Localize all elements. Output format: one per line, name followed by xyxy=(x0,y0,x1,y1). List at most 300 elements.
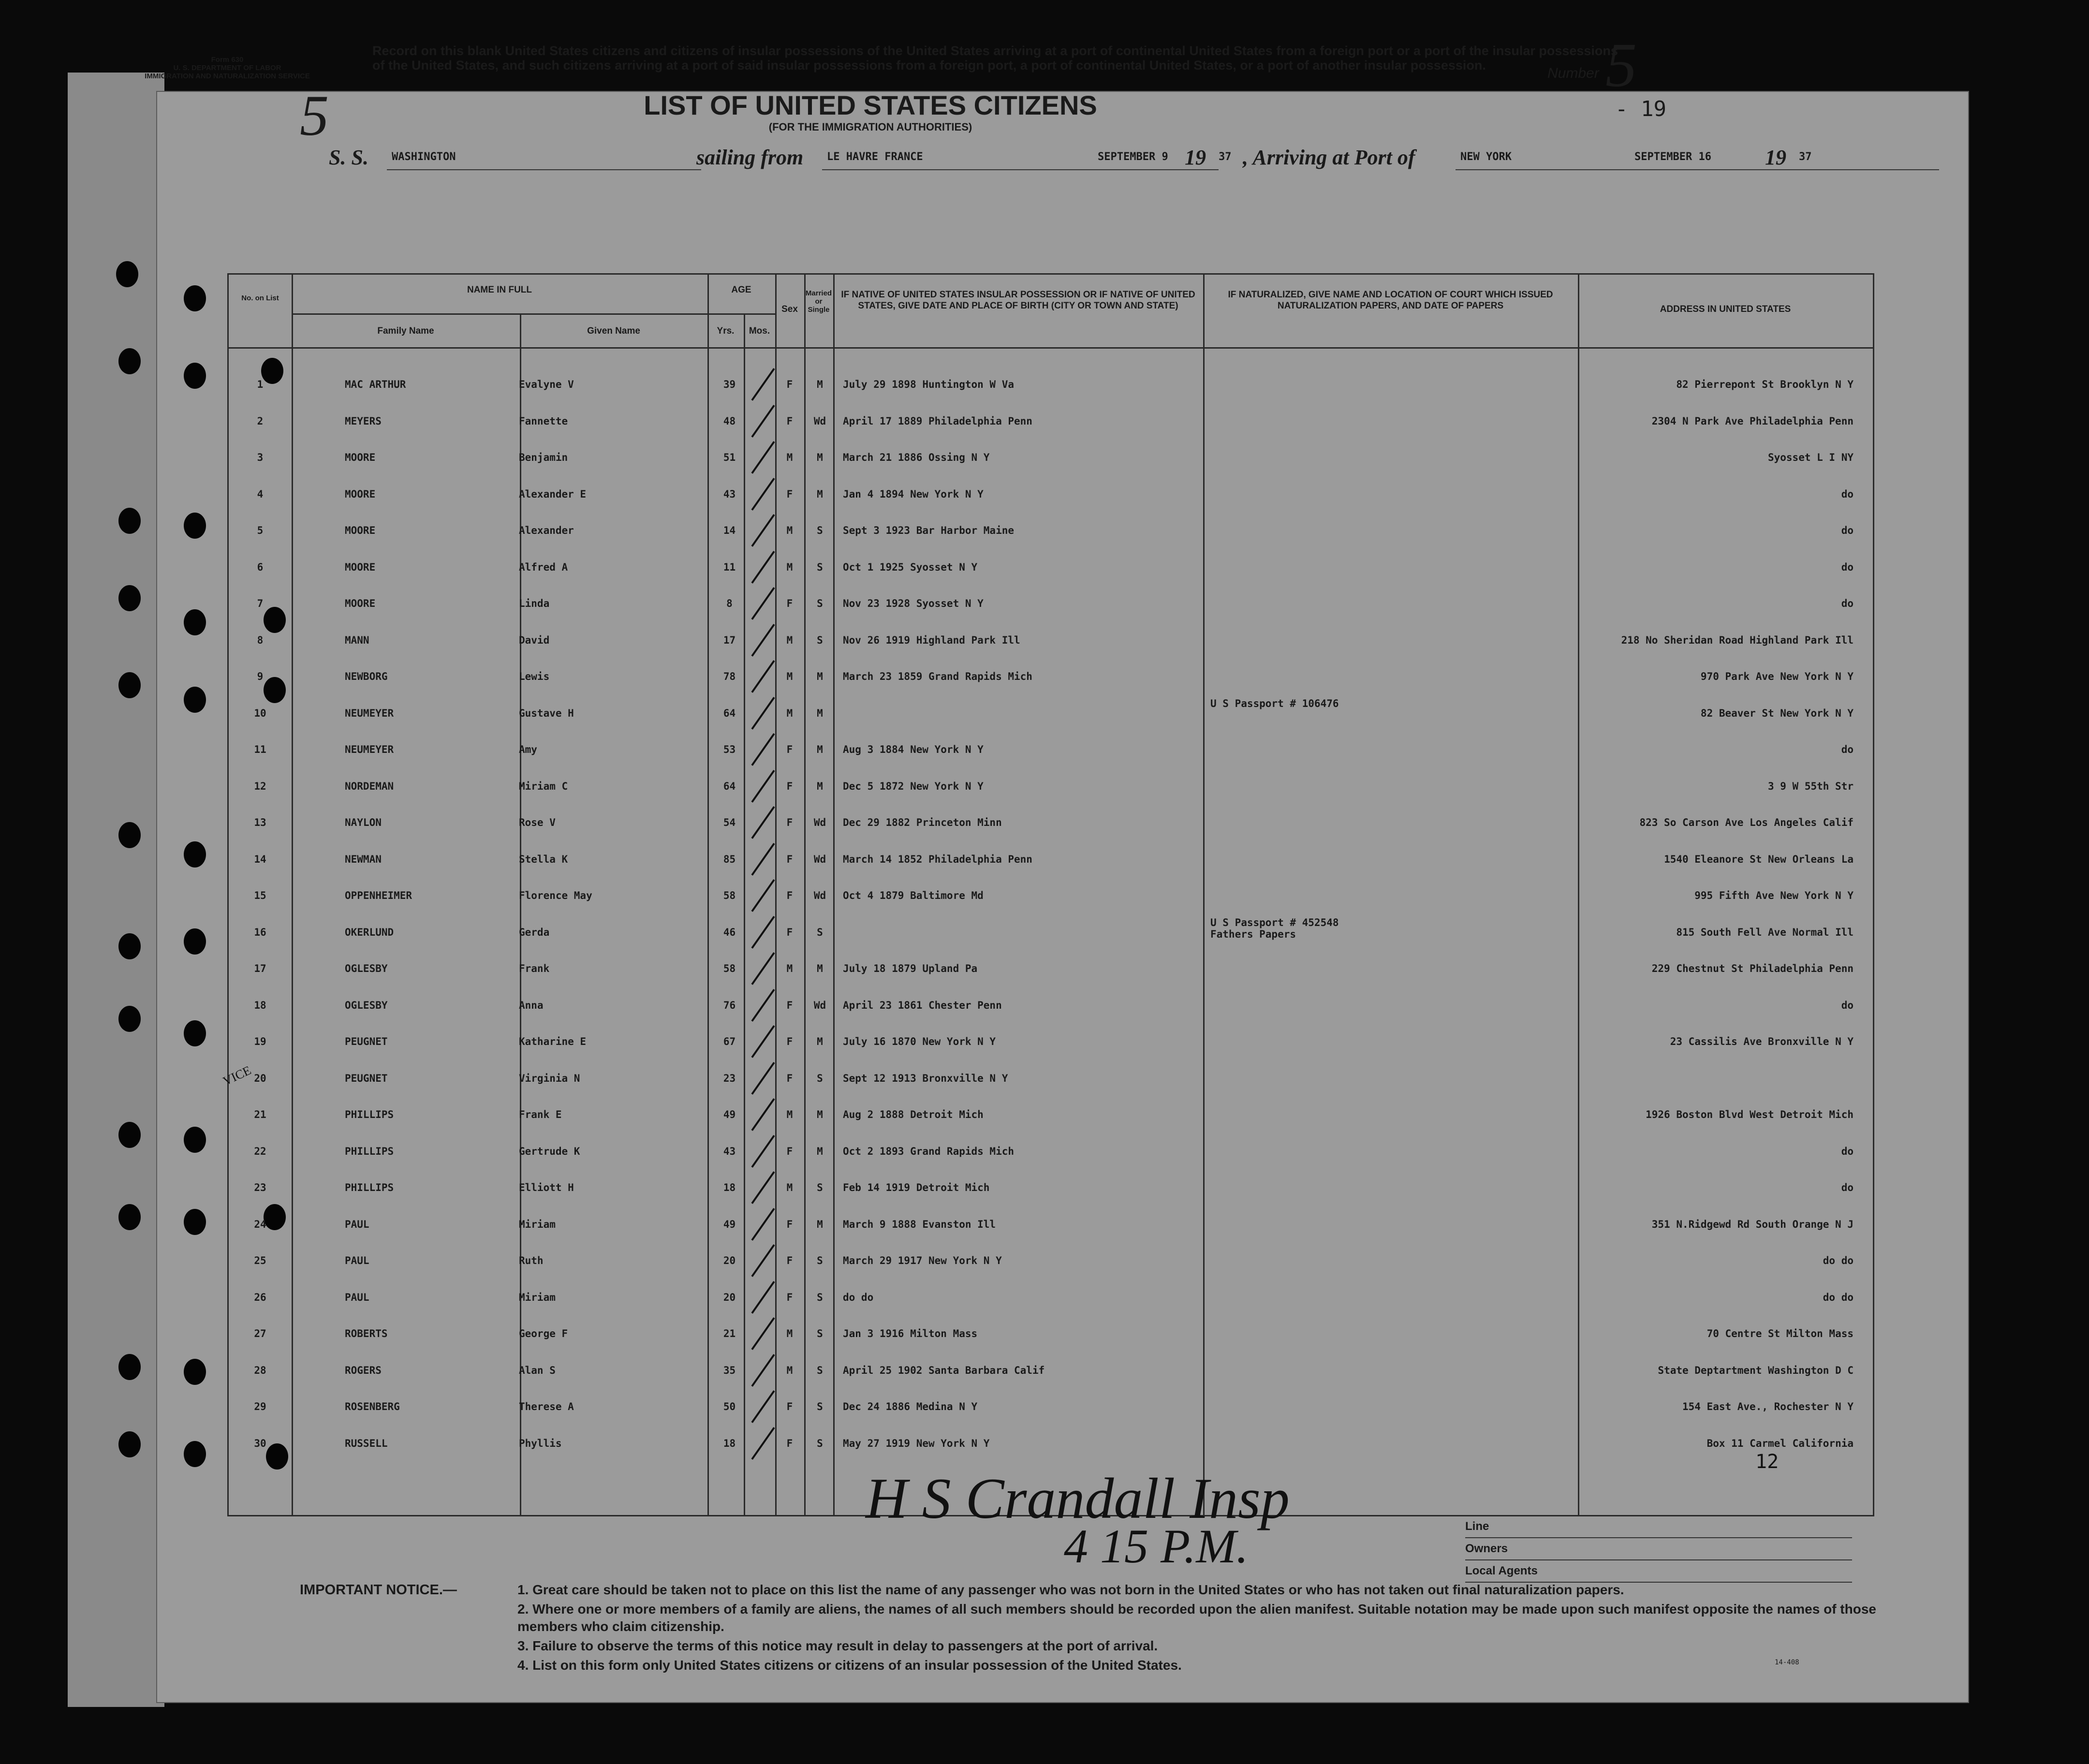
marital-status: M xyxy=(817,452,823,463)
sex: F xyxy=(786,1291,793,1303)
age-years: 51 xyxy=(723,452,736,463)
given-name: Miriam xyxy=(519,1291,556,1303)
age-years: 49 xyxy=(723,1109,736,1120)
marital-status: M xyxy=(817,707,823,719)
table-row xyxy=(229,1401,1873,1435)
given-name: Rose V xyxy=(519,817,556,828)
arrive-date: SEPTEMBER 16 xyxy=(1634,151,1711,163)
family-name: ROBERTS xyxy=(345,1328,388,1339)
us-address: do xyxy=(1841,525,1854,536)
row-number: 22 xyxy=(254,1145,266,1157)
family-name: ROGERS xyxy=(345,1364,382,1376)
age-years: 8 xyxy=(726,598,733,609)
birth-info: April 17 1889 Philadelphia Penn xyxy=(843,415,1032,427)
table-row xyxy=(229,415,1873,449)
given-name: Florence May xyxy=(519,890,592,901)
sex: M xyxy=(786,452,793,463)
us-address: 154 East Ave., Rochester N Y xyxy=(1682,1401,1854,1412)
table-row xyxy=(229,379,1873,412)
us-address: do xyxy=(1841,488,1854,500)
birth-info: Feb 14 1919 Detroit Mich xyxy=(843,1182,990,1193)
row-number: 23 xyxy=(254,1182,266,1193)
marital-status: Wd xyxy=(813,817,826,828)
age-years: 58 xyxy=(723,890,736,901)
birth-info: July 16 1870 New York N Y xyxy=(843,1036,996,1047)
header-given-name: Given Name xyxy=(587,326,640,336)
given-name: Alan S xyxy=(519,1364,556,1376)
family-name: NEUMEYER xyxy=(345,744,394,755)
marital-status: M xyxy=(817,744,823,755)
given-name: Alfred A xyxy=(519,561,568,573)
birth-info: March 21 1886 Ossing N Y xyxy=(843,452,990,463)
header-yrs: Yrs. xyxy=(717,326,735,336)
marital-status: M xyxy=(817,1145,823,1157)
row-number: 8 xyxy=(257,634,264,646)
given-name: Anna xyxy=(519,999,544,1011)
row-number: 18 xyxy=(254,999,266,1011)
age-years: 85 xyxy=(723,853,736,865)
sex: F xyxy=(786,1255,793,1266)
form-code: 14-408 xyxy=(1775,1659,1799,1666)
us-address: 2304 N Park Ave Philadelphia Penn xyxy=(1651,415,1854,427)
family-name: PEUGNET xyxy=(345,1036,388,1047)
marital-status: S xyxy=(817,1437,823,1449)
marital-status: S xyxy=(817,1291,823,1303)
marital-status: M xyxy=(817,780,823,792)
marital-status: Wd xyxy=(813,999,826,1011)
row-number: 16 xyxy=(254,926,266,938)
sex: F xyxy=(786,1036,793,1047)
birth-info: Dec 5 1872 New York N Y xyxy=(843,780,984,792)
margin-stamp: VICE xyxy=(221,1063,253,1088)
check-mark xyxy=(751,368,775,401)
table-row xyxy=(229,890,1873,924)
given-name: Fannette xyxy=(519,415,568,427)
birth-info: Aug 2 1888 Detroit Mich xyxy=(843,1109,984,1120)
marital-status: Wd xyxy=(813,415,826,427)
table-row xyxy=(229,1036,1873,1070)
agent-owners: Owners xyxy=(1465,1538,1852,1560)
us-address: State Deptartment Washington D C xyxy=(1658,1364,1854,1376)
age-years: 64 xyxy=(723,780,736,792)
family-name: MAC ARTHUR xyxy=(345,379,406,390)
ss-label: S. S. xyxy=(329,146,368,169)
row-number: 29 xyxy=(254,1401,266,1412)
family-name: PHILLIPS xyxy=(345,1145,394,1157)
notice-item: 2. Where one or more members of a family are aliens, the names of all such members should be recorded upon the alien manifest. Suitable notation may be made upon such manifest opposite the names of those members who claim citizenship. xyxy=(517,1602,1876,1634)
header-family-name: Family Name xyxy=(377,326,434,336)
marital-status: M xyxy=(817,963,823,974)
birth-info: do do xyxy=(843,1291,874,1303)
given-name: Virginia N xyxy=(519,1072,580,1084)
given-name: Gertrude K xyxy=(519,1145,580,1157)
family-name: MOORE xyxy=(345,525,376,536)
age-years: 64 xyxy=(723,707,736,719)
marital-status: S xyxy=(817,598,823,609)
us-address: 815 South Fell Ave Normal Ill xyxy=(1676,926,1854,938)
family-name: RUSSELL xyxy=(345,1437,388,1449)
page-title: LIST OF UNITED STATES CITIZENS xyxy=(644,90,1097,120)
family-name: NORDEMAN xyxy=(345,780,394,792)
given-name: Benjamin xyxy=(519,452,568,463)
marital-status: M xyxy=(817,1109,823,1120)
header-address: ADDRESS IN UNITED STATES xyxy=(1660,304,1791,314)
row-number: 28 xyxy=(254,1364,266,1376)
given-name: David xyxy=(519,634,550,646)
us-address: Syosset L I NY xyxy=(1767,452,1854,463)
table-row xyxy=(229,1328,1873,1362)
form-id-block xyxy=(126,56,329,80)
handwritten-mark: 5 xyxy=(300,83,329,147)
birth-info: Dec 24 1886 Medina N Y xyxy=(843,1401,978,1412)
birth-info: Nov 23 1928 Syosset N Y xyxy=(843,598,984,609)
table-row xyxy=(229,1146,1873,1179)
header-birth: IF NATIVE OF UNITED STATES INSULAR POSSESSION OR IF NATIVE OF UNITED STATES, GIVE DATE AND PLACE OF BIRTH (CITY OR TOWN AND STATE) xyxy=(841,290,1195,311)
table-row xyxy=(229,561,1873,595)
us-address: 82 Beaver St New York N Y xyxy=(1700,707,1854,719)
family-name: OKERLUND xyxy=(345,926,394,938)
sex: F xyxy=(786,780,793,792)
birth-info: Jan 3 1916 Milton Mass xyxy=(843,1328,978,1339)
table-row xyxy=(229,916,1873,960)
age-years: 67 xyxy=(723,1036,736,1047)
age-years: 17 xyxy=(723,634,736,646)
row-number: 30 xyxy=(254,1437,266,1449)
family-name: MOORE xyxy=(345,561,376,573)
table-row xyxy=(229,1000,1873,1033)
given-name: Alexander E xyxy=(519,488,587,500)
table-row xyxy=(229,488,1873,522)
notice-label: IMPORTANT NOTICE.— xyxy=(300,1582,457,1598)
age-years: 53 xyxy=(723,744,736,755)
sex: F xyxy=(786,598,793,609)
table-row xyxy=(229,634,1873,668)
age-years: 23 xyxy=(723,1072,736,1084)
marital-status: M xyxy=(817,379,823,390)
row-number: 17 xyxy=(254,963,266,974)
family-name: NEUMEYER xyxy=(345,707,394,719)
family-name: NEWBORG xyxy=(345,671,388,682)
sex: F xyxy=(786,1072,793,1084)
family-name: PAUL xyxy=(345,1291,369,1303)
row-number: 7 xyxy=(257,598,264,609)
birth-info: Oct 2 1893 Grand Rapids Mich xyxy=(843,1145,1015,1157)
age-years: 48 xyxy=(723,415,736,427)
sex: F xyxy=(786,1401,793,1412)
given-name: Katharine E xyxy=(519,1036,587,1047)
sex: M xyxy=(786,634,793,646)
birth-info: April 25 1902 Santa Barbara Calif xyxy=(843,1364,1045,1376)
inspector-signature: H S Crandall Insp xyxy=(866,1466,1290,1530)
us-address: do do xyxy=(1823,1291,1854,1303)
age-years: 43 xyxy=(723,1145,736,1157)
table-row xyxy=(229,817,1873,851)
sex: F xyxy=(786,926,793,938)
header-no-on-list: No. on List xyxy=(241,294,279,302)
sex: F xyxy=(786,1145,793,1157)
inspection-time: 4 15 P.M. xyxy=(1064,1519,1249,1573)
sex: M xyxy=(786,1182,793,1193)
family-name: PHILLIPS xyxy=(345,1182,394,1193)
table-row xyxy=(229,1073,1873,1106)
us-address: do xyxy=(1841,561,1854,573)
us-address: 70 Centre St Milton Mass xyxy=(1707,1328,1854,1339)
family-name: PAUL xyxy=(345,1218,369,1230)
birth-info: Nov 26 1919 Highland Park Ill xyxy=(843,634,1020,646)
row-number: 21 xyxy=(254,1109,266,1120)
agents-block xyxy=(1465,1516,1852,1583)
given-name: Ruth xyxy=(519,1255,544,1266)
voyage-line xyxy=(179,145,1847,174)
table-row xyxy=(229,1219,1873,1252)
header-naturalized: IF NATURALIZED, GIVE NAME AND LOCATION OF COURT WHICH ISSUED NATURALIZATION PAPERS, AND DATE OF PAPERS xyxy=(1228,290,1553,311)
sailing-label: sailing from xyxy=(696,146,804,169)
marital-status: S xyxy=(817,1401,823,1412)
birth-info: Sept 12 1913 Bronxville N Y xyxy=(843,1072,1008,1084)
birth-info: March 14 1852 Philadelphia Penn xyxy=(843,853,1032,865)
sex: F xyxy=(786,1218,793,1230)
agent-line: Line xyxy=(1465,1516,1852,1538)
given-name: Amy xyxy=(519,744,537,755)
table-row xyxy=(229,598,1873,632)
marital-status: M xyxy=(817,1218,823,1230)
table-row xyxy=(229,671,1873,705)
family-name: OPPENHEIMER xyxy=(345,890,412,901)
birth-info: March 23 1859 Grand Rapids Mich xyxy=(843,671,1032,682)
ship-name: WASHINGTON xyxy=(392,151,456,163)
family-name: MOORE xyxy=(345,598,376,609)
marital-status: S xyxy=(817,1182,823,1193)
given-name: Phyllis xyxy=(519,1437,562,1449)
birth-info: Aug 3 1884 New York N Y xyxy=(843,744,984,755)
notice-item: 1. Great care should be taken not to place on this list the name of any passenger who was not born in the United States or who has not taken out final naturalization papers. xyxy=(517,1582,1624,1597)
arriving-label: , Arriving at Port of xyxy=(1243,146,1415,169)
marital-status: Wd xyxy=(813,853,826,865)
passenger-table xyxy=(227,273,1874,1516)
row-number: 1 xyxy=(257,379,264,390)
agent-local: Local Agents xyxy=(1465,1560,1852,1583)
family-name: NEWMAN xyxy=(345,853,382,865)
us-address: do do xyxy=(1823,1255,1854,1266)
page-subtitle: (FOR THE IMMIGRATION AUTHORITIES) xyxy=(768,121,972,133)
given-name: George F xyxy=(519,1328,568,1339)
us-address: 229 Chestnut St Philadelphia Penn xyxy=(1651,963,1854,974)
us-address: do xyxy=(1841,598,1854,609)
given-name: Stella K xyxy=(519,853,568,865)
row-number: 6 xyxy=(257,561,264,573)
sex: M xyxy=(786,1364,793,1376)
sex: F xyxy=(786,415,793,427)
table-row xyxy=(229,1255,1873,1289)
marital-status: S xyxy=(817,1364,823,1376)
birth-info: Oct 4 1879 Baltimore Md xyxy=(843,890,984,901)
given-name: Therese A xyxy=(519,1401,574,1412)
row-number: 10 xyxy=(254,707,266,719)
naturalization-info: U S Passport # 452548 Fathers Papers xyxy=(1210,916,1339,940)
family-name: ROSENBERG xyxy=(345,1401,400,1412)
table-row xyxy=(229,1292,1873,1325)
row-number: 14 xyxy=(254,853,266,865)
given-name: Frank xyxy=(519,963,550,974)
us-address: do xyxy=(1841,744,1854,755)
left-binding-strip xyxy=(68,73,164,1707)
sex: M xyxy=(786,671,793,682)
header-married: Married or Single xyxy=(805,289,832,314)
marital-status: S xyxy=(817,525,823,536)
sex: F xyxy=(786,379,793,390)
birth-info: May 27 1919 New York N Y xyxy=(843,1437,990,1449)
age-years: 46 xyxy=(723,926,736,938)
row-number: 25 xyxy=(254,1255,266,1266)
birth-info: Oct 1 1925 Syosset N Y xyxy=(843,561,978,573)
header-mos: Mos. xyxy=(749,326,770,336)
us-address: do xyxy=(1841,999,1854,1011)
row-number: 19 xyxy=(254,1036,266,1047)
depart-year: 37 xyxy=(1219,151,1232,163)
table-row xyxy=(229,452,1873,485)
page-count-mark: 12 xyxy=(1755,1451,1779,1473)
from-port: LE HAVRE FRANCE xyxy=(827,151,923,163)
notice-item: 3. Failure to observe the terms of this notice may result in delay to passengers at the port of arrival. xyxy=(517,1638,1158,1653)
sex: M xyxy=(786,963,793,974)
marital-status: Wd xyxy=(813,890,826,901)
sex: F xyxy=(786,817,793,828)
us-address: 1540 Eleanore St New Orleans La xyxy=(1664,853,1854,865)
age-years: 54 xyxy=(723,817,736,828)
given-name: Elliott H xyxy=(519,1182,574,1193)
age-years: 39 xyxy=(723,379,736,390)
birth-info: July 29 1898 Huntington W Va xyxy=(843,379,1015,390)
marital-status: S xyxy=(817,1072,823,1084)
us-address: 823 So Carson Ave Los Angeles Calif xyxy=(1639,817,1854,828)
birth-info: March 9 1888 Evanston Ill xyxy=(843,1218,996,1230)
family-name: OGLESBY xyxy=(345,963,388,974)
us-address: do xyxy=(1841,1182,1854,1193)
age-years: 20 xyxy=(723,1291,736,1303)
header-age: AGE xyxy=(731,285,751,295)
row-number: 27 xyxy=(254,1328,266,1339)
us-address: 970 Park Ave New York N Y xyxy=(1700,671,1854,682)
naturalization-info: U S Passport # 106476 xyxy=(1210,697,1339,709)
marital-status: M xyxy=(817,671,823,682)
birth-info: July 18 1879 Upland Pa xyxy=(843,963,978,974)
family-name: NAYLON xyxy=(345,817,382,828)
us-address: 218 No Sheridan Road Highland Park Ill xyxy=(1621,634,1854,646)
header-name-in-full: NAME IN FULL xyxy=(467,285,532,295)
age-years: 18 xyxy=(723,1182,736,1193)
given-name: Linda xyxy=(519,598,550,609)
family-name: MOORE xyxy=(345,452,376,463)
us-address: Box 11 Carmel California xyxy=(1707,1437,1854,1449)
marital-status: S xyxy=(817,561,823,573)
sex: M xyxy=(786,1328,793,1339)
us-address: 995 Fifth Ave New York N Y xyxy=(1694,890,1854,901)
us-address: 3 9 W 55th Str xyxy=(1767,780,1854,792)
us-address: 82 Pierrepont St Brooklyn N Y xyxy=(1676,379,1854,390)
age-years: 20 xyxy=(723,1255,736,1266)
number-label: Number xyxy=(1547,65,1599,81)
birth-info: April 23 1861 Chester Penn xyxy=(843,999,1002,1011)
family-name: PAUL xyxy=(345,1255,369,1266)
sex: F xyxy=(786,488,793,500)
us-address: do xyxy=(1841,1145,1854,1157)
service-name: IMMIGRATION AND NATURALIZATION SERVICE xyxy=(145,72,310,80)
arrive-year-prefix: 19 xyxy=(1765,146,1786,169)
age-years: 18 xyxy=(723,1437,736,1449)
form-number: Form 630 xyxy=(211,56,244,64)
us-address: 1926 Boston Blvd West Detroit Mich xyxy=(1646,1109,1854,1120)
given-name: Frank E xyxy=(519,1109,562,1120)
given-name: Lewis xyxy=(519,671,550,682)
table-row xyxy=(229,525,1873,559)
age-years: 35 xyxy=(723,1364,736,1376)
sex: M xyxy=(786,525,793,536)
sex: F xyxy=(786,744,793,755)
age-years: 43 xyxy=(723,488,736,500)
table-row xyxy=(229,1109,1873,1143)
age-years: 76 xyxy=(723,999,736,1011)
record-instructions: Record on this blank United States citizens and citizens of insular possessions of the United States arriving at a port of continental United States from a foreign port or a port of the insular possessions of the United States, and such citizens arriving at a port of said insular possessions from a foreign port, a port of continental United States, or a port of another insular possession. xyxy=(372,44,1618,73)
table-row xyxy=(229,1365,1873,1398)
table-row xyxy=(229,853,1873,887)
given-name: Miriam xyxy=(519,1218,556,1230)
age-years: 78 xyxy=(723,671,736,682)
marital-status: M xyxy=(817,488,823,500)
birth-info: Sept 3 1923 Bar Harbor Maine xyxy=(843,525,1015,536)
family-name: MANN xyxy=(345,634,369,646)
marital-status: S xyxy=(817,634,823,646)
sex: F xyxy=(786,890,793,901)
family-name: MOORE xyxy=(345,488,376,500)
row-number: 26 xyxy=(254,1291,266,1303)
birth-info: Dec 29 1882 Princeton Minn xyxy=(843,817,1002,828)
row-number: 9 xyxy=(257,671,264,682)
sex: F xyxy=(786,853,793,865)
age-years: 50 xyxy=(723,1401,736,1412)
age-years: 58 xyxy=(723,963,736,974)
table-row xyxy=(229,1182,1873,1216)
given-name: Alexander xyxy=(519,525,574,536)
row-number: 12 xyxy=(254,780,266,792)
age-years: 14 xyxy=(723,525,736,536)
marital-status: M xyxy=(817,1036,823,1047)
age-years: 21 xyxy=(723,1328,736,1339)
notice-item: 4. List on this form only United States citizens or citizens of an insular possession of the United States. xyxy=(517,1658,1182,1673)
table-row xyxy=(229,697,1873,741)
given-name: Miriam C xyxy=(519,780,568,792)
table-row xyxy=(229,780,1873,814)
birth-info: March 29 1917 New York N Y xyxy=(843,1255,1002,1266)
row-number: 20 xyxy=(254,1072,266,1084)
depart-year-prefix: 19 xyxy=(1185,146,1206,169)
birth-info: Jan 4 1894 New York N Y xyxy=(843,488,984,500)
family-name: PHILLIPS xyxy=(345,1109,394,1120)
sex: M xyxy=(786,1109,793,1120)
row-number: 2 xyxy=(257,415,264,427)
family-name: PEUGNET xyxy=(345,1072,388,1084)
arrive-year: 37 xyxy=(1799,151,1812,163)
sex: M xyxy=(786,707,793,719)
page-counter: - 19 xyxy=(1615,97,1666,121)
us-address: 351 N.Ridgewd Rd South Orange N J xyxy=(1651,1218,1854,1230)
given-name: Gerda xyxy=(519,926,550,938)
list-number: 5 xyxy=(1605,30,1637,100)
marital-status: S xyxy=(817,1328,823,1339)
table-row xyxy=(229,744,1873,778)
row-number: 3 xyxy=(257,452,264,463)
row-number: 13 xyxy=(254,817,266,828)
given-name: Evalyne V xyxy=(519,379,574,390)
